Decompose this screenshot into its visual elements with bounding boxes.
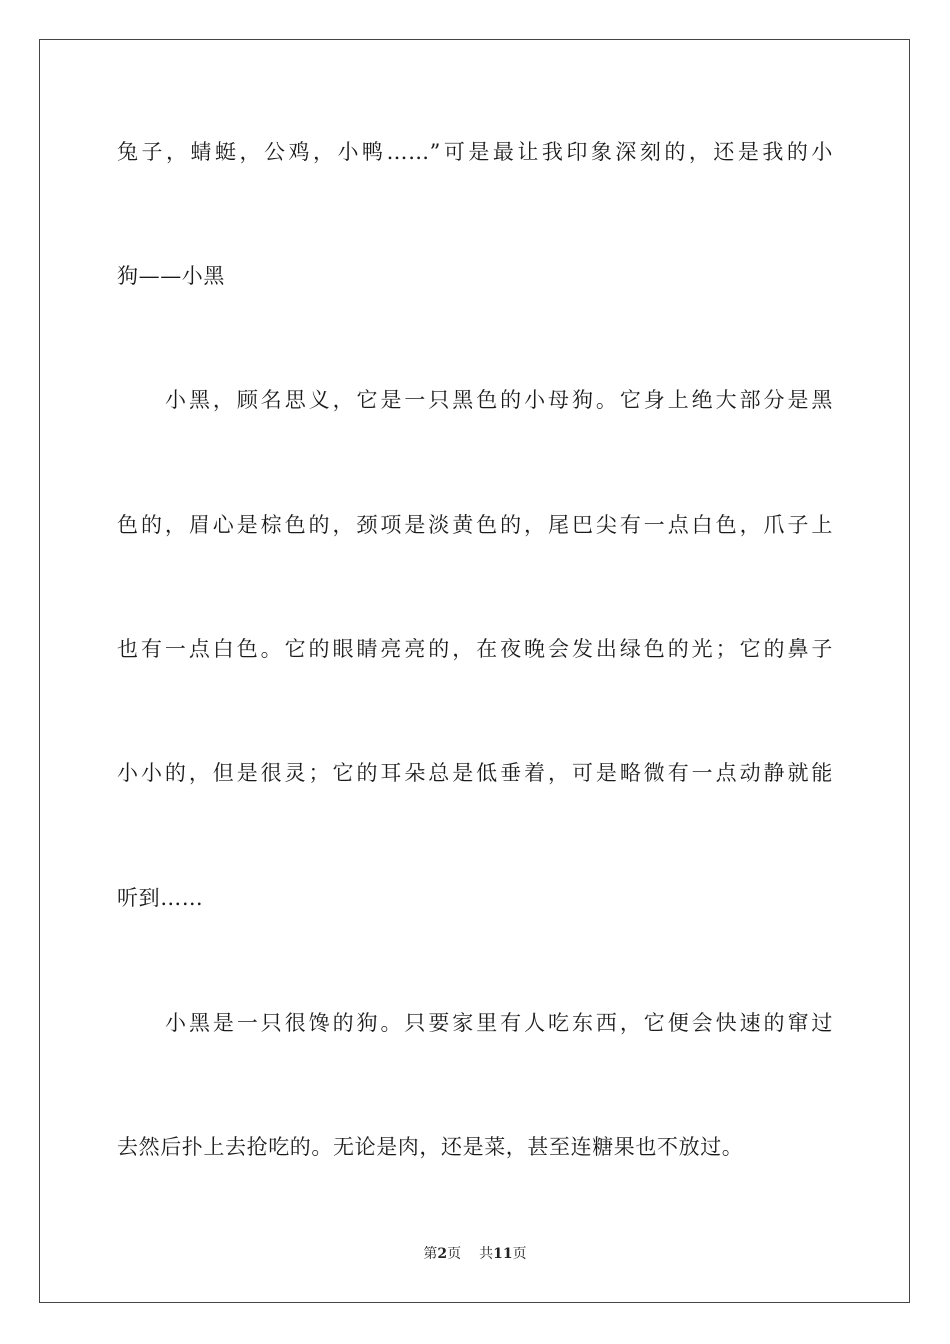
text-line-6: 小小的，但是很灵；它的耳朵总是低垂着，可是略微有一点动静就能 [117,761,833,785]
text-line-8: 小黑是一只很馋的狗。只要家里有人吃东西，它便会快速的窜过 [165,1011,833,1035]
text-line-4: 色的，眉心是棕色的，颈项是淡黄色的，尾巴尖有一点白色，爪子上 [117,513,833,537]
page-border [39,39,910,1303]
current-page-number: 2 [437,1246,448,1262]
text-line-1: 兔子，蜻蜓，公鸡，小鸭……”可是最让我印象深刻的，还是我的小 [117,140,833,164]
text-line-3: 小黑，顾名思义，它是一只黑色的小母狗。它身上绝大部分是黑 [165,388,833,412]
total-pages-number: 11 [493,1246,513,1262]
text-line-9: 去然后扑上去抢吃的。无论是肉，还是菜，甚至连糖果也不放过。 [117,1135,744,1159]
footer-total-unit: 页 [512,1246,527,1262]
text-line-5: 也有一点白色。它的眼睛亮亮的，在夜晚会发出绿色的光；它的鼻子 [117,637,833,661]
text-line-2: 狗——小黑 [117,264,225,288]
page-footer [0,1245,950,1263]
text-line-7: 听到…… [117,886,204,910]
footer-page-unit: 页 [447,1246,462,1262]
footer-total-prefix: 共 [479,1246,494,1262]
footer-prefix: 第 [423,1246,438,1262]
